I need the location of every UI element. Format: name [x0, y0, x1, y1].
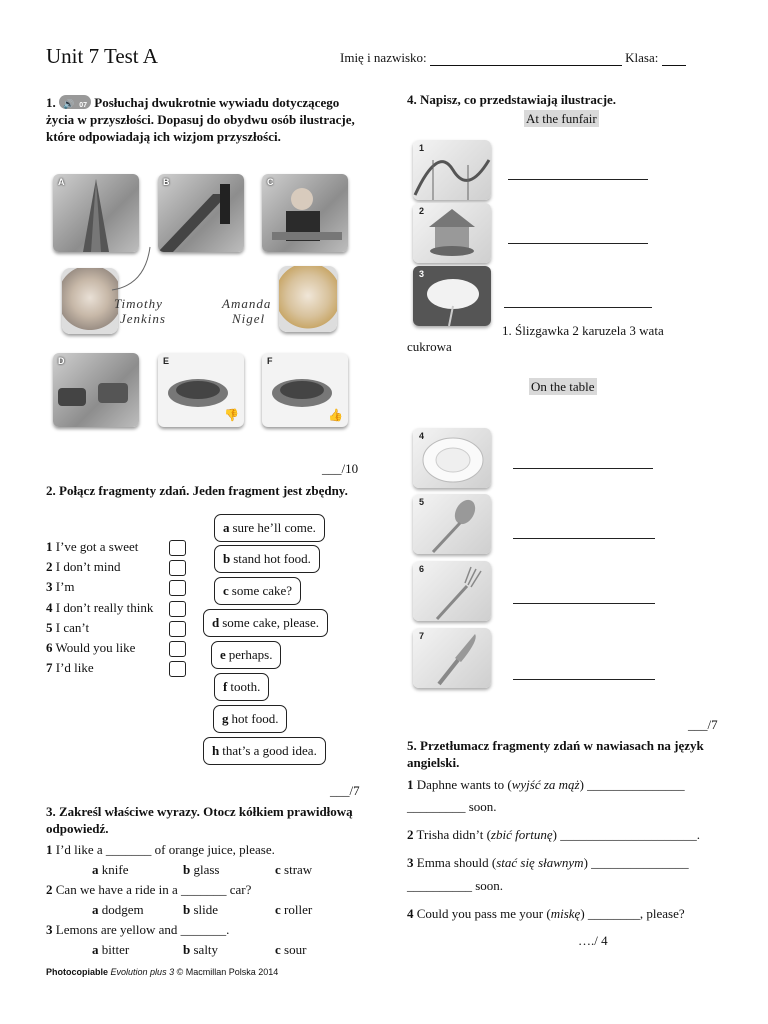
task2-answer-box[interactable] — [169, 580, 186, 596]
task3-choice-c[interactable]: c straw — [275, 862, 313, 877]
task3-question: 1 I’d like a _______ of orange juice, please. — [46, 842, 275, 857]
photo-e-food-dislike: E 👎 — [158, 353, 244, 427]
task1-header — [46, 94, 356, 145]
section-table-title: On the table — [531, 379, 595, 394]
table-image-5-spoon: 5 — [413, 494, 491, 554]
task4-header — [407, 91, 727, 108]
answer-line-5[interactable] — [513, 538, 655, 539]
svg-text:👎: 👎 — [224, 408, 239, 422]
task3-choice-c[interactable]: c sour — [275, 942, 307, 957]
task2-item: 7 I’d like — [46, 660, 94, 676]
task2-answer-box[interactable] — [169, 661, 186, 677]
task2-item: 2 I don’t mind — [46, 559, 121, 575]
task2-option-c: c some cake? — [214, 577, 301, 605]
task4-number: 4. — [407, 92, 417, 107]
answer-line-6[interactable] — [513, 603, 655, 604]
task3-choice-a[interactable]: a dodgem — [92, 902, 144, 917]
table-image-7-knife: 7 — [413, 628, 491, 688]
task5-q1: 1 Daphne wants to (wyjść za mąż) _______________ — [407, 777, 685, 792]
answer-line-3[interactable] — [504, 307, 652, 308]
task3-instruction: Zakreśl właściwe wyrazy. Otocz kółkiem prawidłową odpowiedź. — [46, 804, 353, 836]
photo-f-food-like: F 👍 — [262, 353, 348, 427]
task2-answer-box[interactable] — [169, 601, 186, 617]
page-title: Unit 7 Test A — [46, 44, 158, 68]
task5-q4: 4 Could you pass me your (miskę) ________, please? — [407, 906, 685, 921]
task2-answer-box[interactable] — [169, 540, 186, 556]
task5-header — [407, 737, 722, 771]
task2-answer-box[interactable] — [169, 641, 186, 657]
funfair-image-2-carousel: 2 — [413, 203, 491, 263]
task2-option-h: h that’s a good idea. — [203, 737, 326, 765]
photo-c-office-man: C — [262, 174, 348, 252]
person1-name: Timothy Jenkins — [114, 296, 166, 326]
task2-item: 3 I’m — [46, 579, 75, 595]
task2-item: 6 Would you like — [46, 640, 136, 655]
footer-copyright: Photocopiable Evolution plus 3 © Macmillan Polska 2014 — [46, 967, 279, 977]
task5-q2: 2 Trisha didn’t (zbić fortunę) _____________________. — [407, 827, 701, 842]
task2-number: 2. — [46, 483, 56, 498]
svg-text:👍: 👍 — [328, 408, 343, 422]
task2-option-e: e perhaps. — [211, 641, 281, 669]
task2-option-a: a sure he’ll come. — [214, 514, 325, 542]
name-field[interactable] — [430, 53, 622, 66]
class-field[interactable] — [662, 53, 686, 66]
photo-amanda-nigel — [279, 266, 337, 332]
task2-header — [46, 482, 366, 499]
table-image-4-plate: 4 — [413, 428, 491, 488]
task5-q3-cont: __________ soon. — [407, 878, 504, 893]
funfair-answer-key: 1. Ślizgawka 2 karuzela 3 wata — [502, 323, 664, 338]
task2-score: ___/7 — [330, 783, 360, 798]
task1-score: ___/10 — [322, 461, 359, 476]
task2-option-f: f tooth. — [214, 673, 269, 701]
task2-answer-box[interactable] — [169, 621, 186, 637]
photo-d-traffic: D — [53, 353, 139, 427]
task4-instruction: Napisz, co przedstawiają ilustracje. — [420, 92, 617, 107]
answer-line-4[interactable] — [513, 468, 653, 469]
photo-a-skyscraper: A — [53, 174, 139, 252]
task2-item: 4 I don’t really think — [46, 599, 154, 615]
name-label: Imię i nazwisko: — [340, 50, 427, 65]
task5-score: …./ 4 — [578, 933, 608, 948]
funfair-image-1-slide: 1 — [413, 140, 491, 200]
answer-line-7[interactable] — [513, 679, 655, 680]
task2-option-d: d some cake, please. — [203, 609, 328, 637]
student-info — [340, 50, 686, 66]
funfair-image-3-candyfloss: 3 — [413, 266, 491, 326]
task1-number: 1. — [46, 95, 56, 110]
class-label: Klasa: — [625, 50, 659, 65]
task5-instruction: Przetłumacz fragmenty zdań w nawiasach na język angielski. — [407, 738, 704, 770]
task3-question: 3 Lemons are yellow and _______. — [46, 922, 230, 937]
task3-choice-b[interactable]: b glass — [183, 862, 220, 877]
task2-item: 5 I can’t — [46, 619, 90, 635]
task3-question: 2 Can we have a ride in a _______ car? — [46, 882, 252, 897]
task2-item: 1 I’ve got a sweet — [46, 539, 139, 554]
task5-q1-cont: _________ soon. — [407, 799, 497, 814]
task3-header — [46, 803, 366, 837]
task3-choice-b[interactable]: b salty — [183, 942, 219, 957]
task3-choice-c[interactable]: c roller — [275, 902, 313, 917]
task3-choice-b[interactable]: b slide — [183, 902, 219, 917]
funfair-answer-key-cont: cukrowa — [407, 339, 452, 354]
task2-option-g: g hot food. — [213, 705, 287, 733]
task2-instruction: Połącz fragmenty zdań. Jeden fragment jest zbędny. — [59, 483, 348, 498]
answer-line-1[interactable] — [508, 179, 648, 180]
audio-icon[interactable]: 🔊 07 — [59, 95, 91, 109]
connector-line — [110, 245, 155, 295]
person2-name: Amanda Nigel — [222, 296, 272, 326]
photo-b-escalator: B — [158, 174, 244, 252]
task1-instruction: Posłuchaj dwukrotnie wywiadu dotyczącego życia w przyszłości. Dopasuj do obydwu osób ilustracje, które odpowiadają ich wizjom przyszłości. — [46, 95, 355, 144]
task3-choice-a[interactable]: a knife — [92, 862, 129, 877]
task5-number: 5. — [407, 738, 417, 753]
answer-line-2[interactable] — [508, 243, 648, 244]
task4-score: ___/7 — [688, 717, 718, 732]
task3-number: 3. — [46, 804, 56, 819]
section-funfair-title: At the funfair — [526, 111, 597, 126]
task3-choice-a[interactable]: a bitter — [92, 942, 130, 957]
task2-answer-box[interactable] — [169, 560, 186, 576]
task5-q3: 3 Emma should (stać się sławnym) _______________ — [407, 855, 689, 870]
task2-option-b: b stand hot food. — [214, 545, 320, 573]
table-image-6-fork: 6 — [413, 561, 491, 621]
